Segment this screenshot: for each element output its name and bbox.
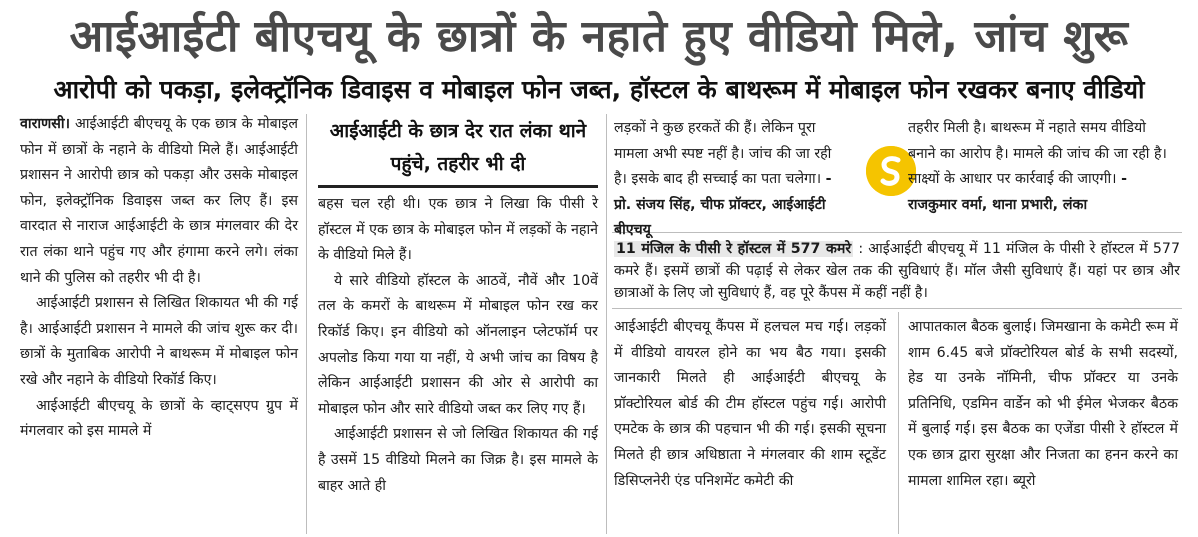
paragraph: ये सारे वीडियो हॉस्टल के आठवें, नौवें और 10वें तल के कमरों के बाथरूम में मोबाइल फोन रख कर रिकॉर्ड किए। इन वीडियो को ऑनलाइन प्लेटफॉर्म पर अपलोड किया गया या नहीं, ये अभी जांच का विषय है लेकिन आईआईटी प्रशासन की ओर से आरोपी का मोबाइल फोन और सारे वीडियो जब्त कर लिए गए हैं। xyxy=(318,272,598,417)
highlight-lead: 11 मंजिल के पीसी रे हॉस्टल में 577 कमरे xyxy=(616,241,852,257)
paragraph: आपातकाल बैठक बुलाई। जिमखाना के कमेटी रूम में शाम 6.45 बजे प्रॉक्टोरियल बोर्ड के सभी सदस्यों, हेड या उनके नॉमिनी, चीफ प्रॉक्टर या उनके प्रतिनिधि, एडमिन वार्डेन को भी ईमेल भेजकर बैठक में बुलाई गई। इस बैठक का एजेंडा पीसी रे हॉस्टल में एक छात्र द्वारा सुरक्षा और निजता का हनन करने का मामला शामिल रहा। xyxy=(908,319,1178,489)
article-column-1 xyxy=(20,112,298,537)
quote-attribution: - प्रो. संजय सिंह, चीफ प्रॉक्टर, आईआईटी बीएचयू xyxy=(614,171,832,239)
highlight-box xyxy=(614,238,1180,304)
quote-text: लड़कों ने कुछ हरकतें की हैं। लेकिन पूरा मामला अभी स्पष्ट नहीं है। जांच की जा रही है। इसके बाद ही सच्चाई का पता चलेगा। xyxy=(614,120,832,188)
article-column-2 xyxy=(318,192,598,537)
column-divider xyxy=(898,312,899,534)
quote-attribution: - राजकुमार वर्मा, थाना प्रभारी, लंका xyxy=(908,171,1127,213)
quote-column-3 xyxy=(614,116,846,239)
paragraph: आईआईटी प्रशासन से जो लिखित शिकायत की गई है उसमें 15 वीडियो मिलने का जिक्र है। इस मामले के बाहर आते ही xyxy=(318,426,598,494)
quote-column-4 xyxy=(908,116,1176,226)
paragraph: आईआईटी बीएचयू के छात्रों के व्हाट्सएप ग्रुप में मंगलवार को इस मामले में xyxy=(20,397,298,440)
paragraph: बहस चल रही थी। एक छात्र ने लिखा कि पीसी रे हॉस्टल में एक छात्र के मोबाइल फोन में लड़कों के नहाने के वीडियो मिले हैं। xyxy=(318,196,598,264)
subheadline: आरोपी को पकड़ा, इलेक्ट्रॉनिक डिवाइस व मोबाइल फोन जब्त, हॉस्टल के बाथरूम में मोबाइल फोन रखकर बनाए वीडियो xyxy=(53,75,1145,104)
highlight-text: : आईआईटी बीएचयू में 11 मंजिल के पीसी रे हॉस्टल में 577 कमरे हैं। इसमें छात्रों की पढ़ाई से लेकर खेल तक की सुविधाएं हैं। मॉल जैसी सुविधाएं हैं। यहां पर छात्र और छात्राओं के लिए जो सुविधाएं हैं, वह पूरे कैंपस में कहीं नहीं है। xyxy=(614,241,1180,301)
headline: आईआईटी बीएचयू के छात्रों के नहाते हुए वीडियो मिले, जांच शुरू xyxy=(69,11,1129,62)
dateline: वाराणसी। xyxy=(20,116,70,132)
box-headline: आईआईटी के छात्र देर रात लंका थाने पहुंचे, तहरीर भी दी xyxy=(329,120,587,175)
column-divider xyxy=(606,114,607,534)
paragraph: आईआईटी बीएचयू कैंपस में हलचल मच गई। लड़कों में वीडियो वायरल होने का भय बैठ गया। इसकी जानकारी मिलते ही आईआईटी बीएचयू के प्रॉक्टोरियल बोर्ड की टीम हॉस्टल पहुंच गई। आरोपी एमटेक के छात्र की पहचान भी की गई। इसकी सूचना मिलते ही छात्र अधिष्ठाता ने मंगलवार की शाम स्टूडेंट डिसिप्लनेरी एंड पनिशमेंट कमेटी की xyxy=(614,319,886,489)
paragraph: आईआईटी बीएचयू के एक छात्र के मोबाइल फोन में छात्रों के नहाने के वीडियो मिले हैं। आईआईटी प्रशासन ने आरोपी छात्र को पकड़ा और उसके मोबाइल फोन, इलेक्ट्रॉनिक डिवाइस जब्त कर लिए हैं। इस वारदात से नाराज आईआईटी के छात्र मंगलवार की देर रात लंका थाने पहुंच गए और हंगामा करने लगे। लंका थाने की पुलिस को तहरीर भी दी है। xyxy=(20,116,298,286)
article-column-3 xyxy=(614,315,886,537)
quote-text: तहरीर मिली है। बाथरूम में नहाते समय वीडियो बनाने का आरोप है। मामले की जांच की जा रही है। साक्ष्यों के आधार पर कार्रवाई की जाएगी। xyxy=(908,120,1167,188)
column-divider xyxy=(306,114,307,534)
section-divider xyxy=(612,308,1182,309)
box-underline xyxy=(318,185,598,188)
section-divider xyxy=(612,232,1182,233)
article-column-4 xyxy=(908,315,1178,537)
byline: ब्यूरो xyxy=(1012,472,1036,489)
paragraph: आईआईटी प्रशासन से लिखित शिकायत भी की गई है। आईआईटी प्रशासन ने मामले की जांच शुरू कर दी। छात्रों के मुताबिक आरोपी ने बाथरूम में मोबाइल फोन रखे और नहाने के वीडियो रिकॉर्ड किए। xyxy=(20,295,298,388)
